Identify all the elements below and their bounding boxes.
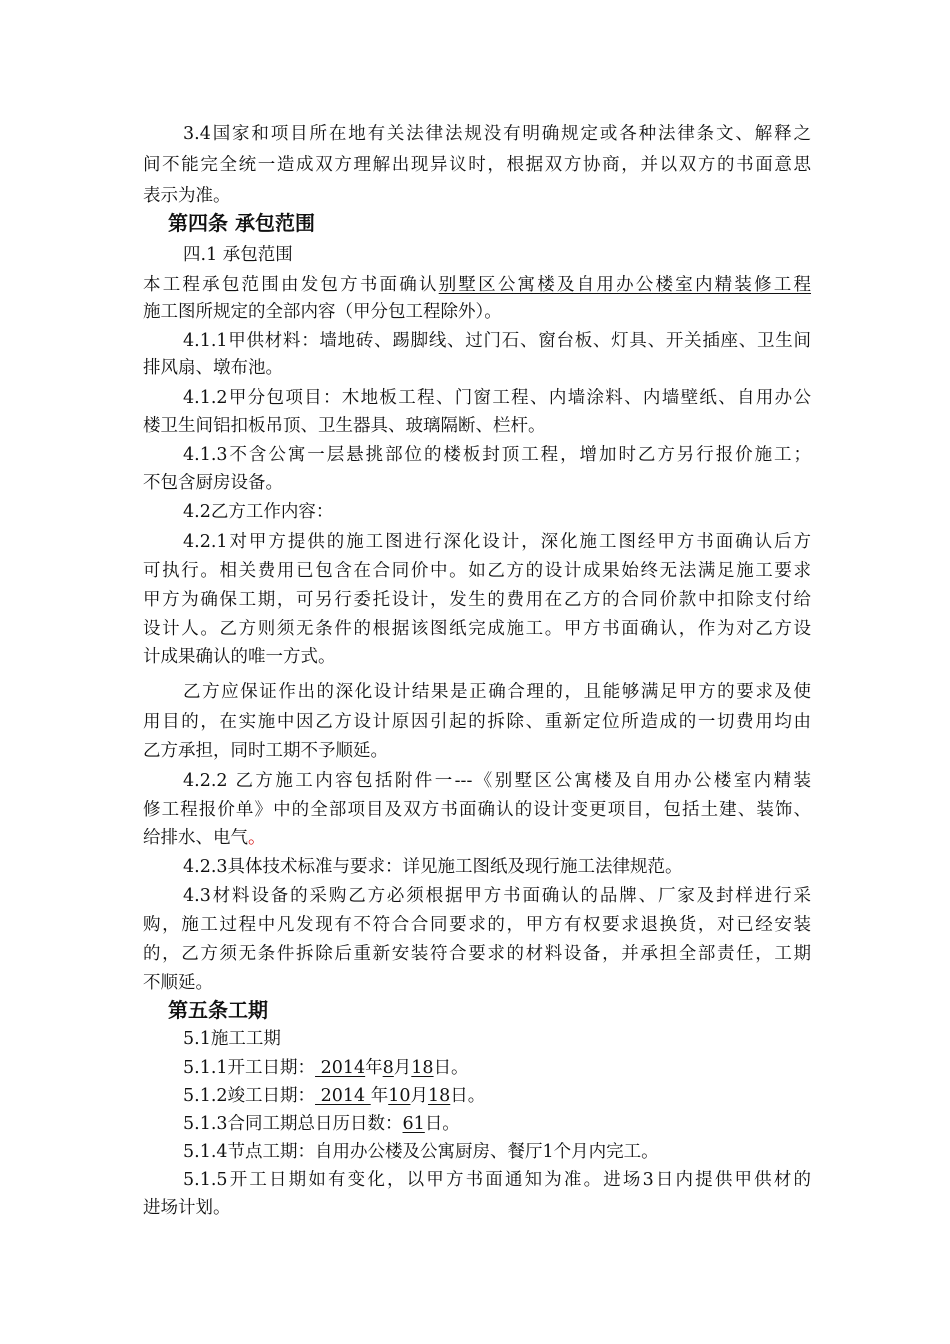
scope-line-1: 本工程承包范围由发包方书面确认别墅区公寓楼及自用办公楼室内精装修工程 [143, 275, 812, 295]
completion-day: 18 [427, 1086, 451, 1106]
clause-4-1-2-line-2: 楼卫生间铝扣板吊顶、卫生器具、玻璃隔断、栏杆。 [143, 416, 546, 436]
clause-4-2-1-line-4: 设计人。乙方则须无条件的根据该图纸完成施工。甲方书面确认，作为对乙方设 [143, 619, 811, 639]
start-day: 18 [411, 1058, 434, 1078]
clause-4-2-2-line-3: 给排水、电气。 [143, 828, 266, 848]
completion-month: 10 [388, 1086, 411, 1106]
start-month: 8 [382, 1058, 394, 1078]
start-year: 2014 [315, 1058, 366, 1078]
clause-4-2-2-line-2: 修工程报价单》中的全部项目及双方书面确认的设计变更项目，包括土建、装饰、 [143, 800, 811, 820]
design-para-line-3: 乙方承担，同时工期不予顺延。 [143, 741, 388, 761]
clause-4-2-1-line-1: 4.2.1对甲方提供的施工图进行深化设计，深化施工图经甲方书面确认后方 [183, 532, 811, 552]
milestone-line: 5.1.4节点工期：自用办公楼及公寓厨房、餐厅1个月内完工。 [183, 1142, 659, 1162]
clause-5-1-5-line-2: 进场计划。 [143, 1198, 231, 1218]
section-5-1-title: 5.1施工工期 [183, 1029, 281, 1049]
clause-4-1-3-line-2: 不包含厨房设备。 [143, 473, 283, 493]
section-4-2-title: 4.2乙方工作内容： [183, 502, 334, 522]
clause-4-1-2-line-1: 4.1.2甲分包项目：木地板工程、门窗工程、内墙涂料、内墙壁纸、自用办公 [183, 388, 811, 408]
design-para-line-1: 乙方应保证作出的深化设计结果是正确合理的，且能够满足甲方的要求及使 [183, 682, 811, 702]
completion-date-line: 5.1.2竣工日期： 2014 年10月18日。 [183, 1086, 486, 1106]
article-4-heading: 第四条 承包范围 [168, 211, 315, 235]
article-5-heading: 第五条工期 [168, 998, 268, 1022]
red-period: 。 [248, 828, 266, 848]
total-days: 61 [402, 1114, 425, 1134]
design-para-line-2: 用目的，在实施中因乙方设计原因引起的拆除、重新定位所造成的一切费用均由 [143, 712, 811, 732]
clause-4-1-1-line-2: 排风扇、墩布池。 [143, 358, 283, 378]
completion-year: 2014 [315, 1086, 371, 1106]
section-4-1-title: 四.1 承包范围 [183, 245, 293, 265]
project-name-underlined: 别墅区公寓楼及自用办公楼室内精装修工程 [438, 275, 812, 295]
clause-3-4-line-2: 间不能完全统一造成双方理解出现异议时，根据双方协商，并以双方的书面意思 [143, 155, 811, 175]
clause-4-2-1-line-2: 可执行。相关费用已包含在合同价中。如乙方的设计成果始终无法满足施工要求 [143, 561, 811, 581]
clause-3-4-line-3: 表示为准。 [143, 186, 231, 206]
clause-4-2-3: 4.2.3具体技术标准与要求：详见施工图纸及现行施工法律规范。 [183, 857, 683, 877]
clause-4-2-1-line-3: 甲方为确保工期，可另行委托设计，发生的费用在乙方的合同价款中扣除支付给 [143, 590, 811, 610]
total-days-line: 5.1.3合同工期总日历日数：61日。 [183, 1114, 460, 1134]
clause-5-1-5-line-1: 5.1.5开工日期如有变化，以甲方书面通知为准。进场3日内提供甲供材的 [183, 1170, 811, 1190]
clause-4-3-line-1: 4.3材料设备的采购乙方必须根据甲方书面确认的品牌、厂家及封样进行采 [183, 886, 811, 906]
clause-3-4-line-1: 3.4国家和项目所在地有关法律法规没有明确规定或各种法律条文、解释之 [183, 124, 811, 144]
clause-4-1-3-line-1: 4.1.3不含公寓一层悬挑部位的楼板封顶工程，增加时乙方另行报价施工； [183, 445, 811, 465]
clause-4-2-2-line-1: 4.2.2 乙方施工内容包括附件一---《别墅区公寓楼及自用办公楼室内精装 [183, 771, 811, 791]
scope-line-2: 施工图所规定的全部内容（甲分包工程除外）。 [143, 302, 502, 322]
start-date-line: 5.1.1开工日期： 2014年8月18日。 [183, 1058, 469, 1078]
clause-4-1-1-line-1: 4.1.1甲供材料：墙地砖、踢脚线、过门石、窗台板、灯具、开关插座、卫生间 [183, 331, 811, 351]
clause-4-2-1-line-5: 计成果确认的唯一方式。 [143, 647, 336, 667]
clause-4-3-line-2: 购，施工过程中凡发现有不符合合同要求的，甲方有权要求退换货，对已经安装 [143, 915, 811, 935]
clause-4-3-line-4: 不顺延。 [143, 973, 213, 993]
clause-4-3-line-3: 的，乙方须无条件拆除后重新安装符合要求的材料设备，并承担全部责任，工期 [143, 944, 811, 964]
